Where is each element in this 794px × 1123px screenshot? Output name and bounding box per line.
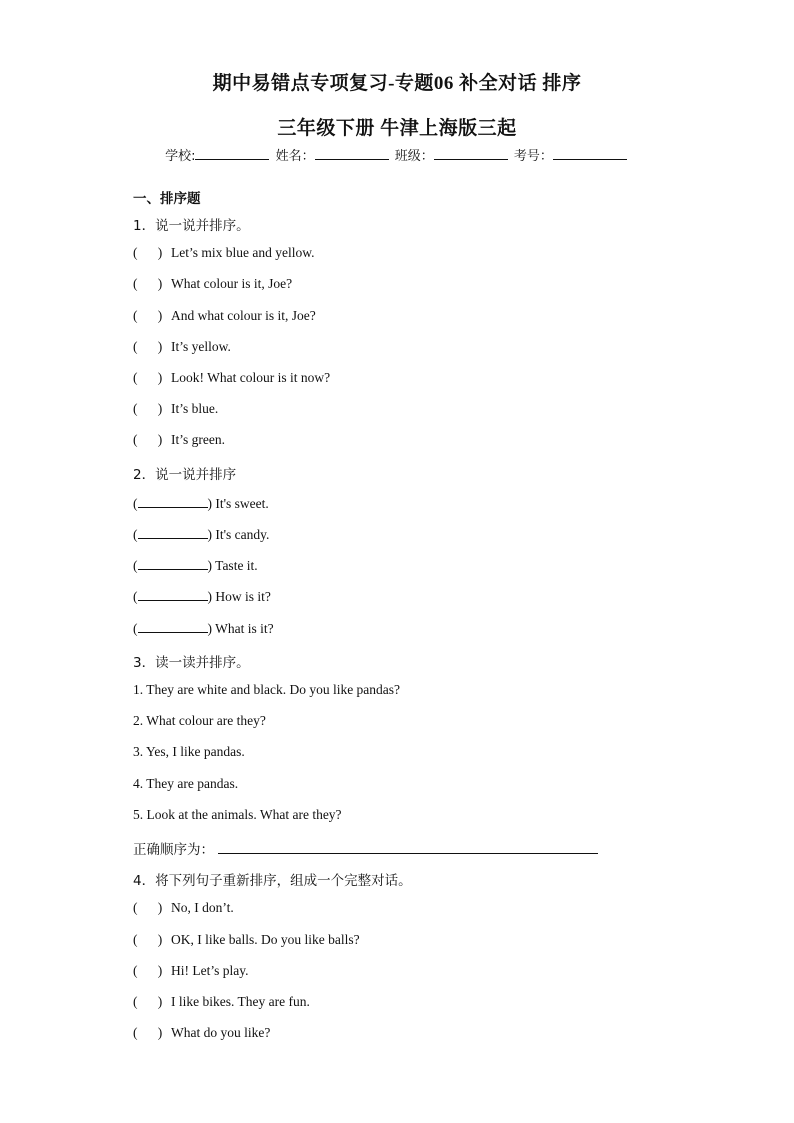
q3-item: 1. They are white and black. Do you like pandas?	[133, 682, 401, 697]
section-heading: 一、排序题	[133, 191, 201, 207]
name-label: 姓名：	[275, 149, 315, 164]
student-info-line	[0, 145, 794, 164]
class-label: 班级：	[394, 149, 434, 164]
answer-blank[interactable]	[138, 620, 208, 633]
q1-item: ( ) It’s blue.	[133, 401, 219, 416]
answer-blank[interactable]	[138, 495, 208, 508]
q1-item: ( ) Let’s mix blue and yellow.	[133, 245, 315, 260]
answer-blank[interactable]	[138, 588, 208, 601]
q2-item: ( ) What is it?	[133, 621, 274, 636]
answer-blank[interactable]	[138, 526, 208, 539]
q4-item: ( ) No, I don’t.	[133, 900, 234, 915]
q3-title: 3．读一读并排序。	[133, 655, 250, 671]
q1-title: 1．说一说并排序。	[133, 218, 250, 234]
q4-item: ( ) What do you like?	[133, 1025, 271, 1040]
class-blank[interactable]	[434, 147, 508, 160]
q4-item: ( ) Hi! Let’s play.	[133, 963, 249, 978]
q3-item: 5. Look at the animals. What are they?	[133, 807, 342, 822]
school-label: 学校:	[165, 149, 196, 164]
q2-item: ( ) It's sweet.	[133, 496, 269, 511]
q2-item: ( ) Taste it.	[133, 558, 258, 573]
q2-item: ( ) It's candy.	[133, 527, 270, 542]
q1-item: ( ) What colour is it, Joe?	[133, 276, 293, 291]
q1-item: ( ) And what colour is it, Joe?	[133, 308, 316, 323]
q3-item: 2. What colour are they?	[133, 713, 266, 728]
q4-item: ( ) OK, I like balls. Do you like balls?	[133, 932, 360, 947]
q1-item: ( ) It’s green.	[133, 432, 225, 447]
name-blank[interactable]	[315, 147, 389, 160]
q2-item: ( ) How is it?	[133, 589, 271, 604]
exam-no-blank[interactable]	[553, 147, 627, 160]
answer-blank[interactable]	[138, 557, 208, 570]
page-title: 期中易错点专项复习-专题06 补全对话 排序	[212, 73, 582, 94]
q1-item: ( ) It’s yellow.	[133, 339, 231, 354]
page-subtitle: 三年级下册 牛津上海版三起	[277, 118, 517, 139]
q4-title: 4．将下列句子重新排序，组成一个完整对话。	[133, 873, 412, 889]
q3-answer-label: 正确顺序为：	[133, 842, 214, 858]
q3-item: 4. They are pandas.	[133, 776, 239, 791]
q4-item: ( ) I like bikes. They are fun.	[133, 994, 310, 1009]
q1-item: ( ) Look! What colour is it now?	[133, 370, 331, 385]
q3-answer-blank[interactable]	[218, 840, 598, 854]
q3-answer-row	[133, 838, 598, 858]
exam-no-label: 考号：	[513, 149, 553, 164]
school-blank[interactable]	[195, 147, 269, 160]
q2-title: 2．说一说并排序	[133, 467, 237, 483]
q3-item: 3. Yes, I like pandas.	[133, 744, 245, 759]
